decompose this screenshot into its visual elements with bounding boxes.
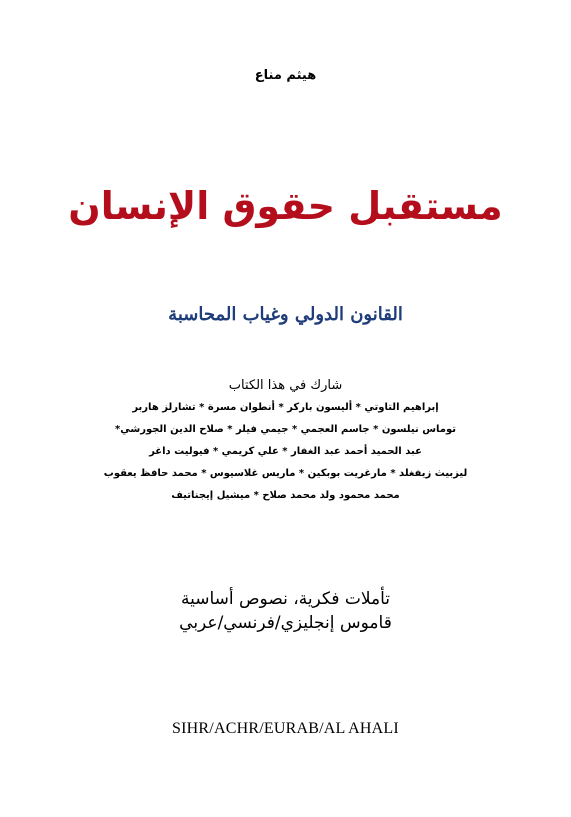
contents-description (0, 587, 571, 635)
contributors-line: ليزبيث زيفغلد * مارغريت بوبكين * ماريس غلاسيوس * محمد حافظ يعقوب (103, 468, 468, 479)
contributors-heading: شارك في هذا الكتاب (228, 378, 343, 393)
contributors-line: توماس نيلسون * جاسم العجمي * جيمي فيلر * صلاح الدين الجورشي* (115, 424, 456, 435)
contributors-line: إبراهيم التاوتي * أليسون باركر * أنطوان مسرة * تشارلز هاربر (132, 402, 439, 413)
book-subtitle: القانون الدولي وغياب المحاسبة (168, 304, 403, 325)
author-name: هيثم مناع (254, 68, 317, 83)
book-title: مستقبل حقوق الإنسان (68, 184, 503, 228)
publishers: SIHR/ACHR/EURAB/AL AHALI (172, 720, 399, 737)
contributors-line: محمد محمود ولد محمد صلاح * ميشيل إيجناتيف (171, 490, 400, 501)
contributors-line: عبد الحميد أحمد عبد الغفار * علي كريمي * فيوليت داغر (149, 446, 422, 457)
contributors-list (0, 397, 571, 507)
reflections-line: تأملات فكرية، نصوص أساسية (180, 589, 391, 609)
dictionary-line: قاموس إنجليزي/فرنسي/عربي (179, 613, 392, 633)
